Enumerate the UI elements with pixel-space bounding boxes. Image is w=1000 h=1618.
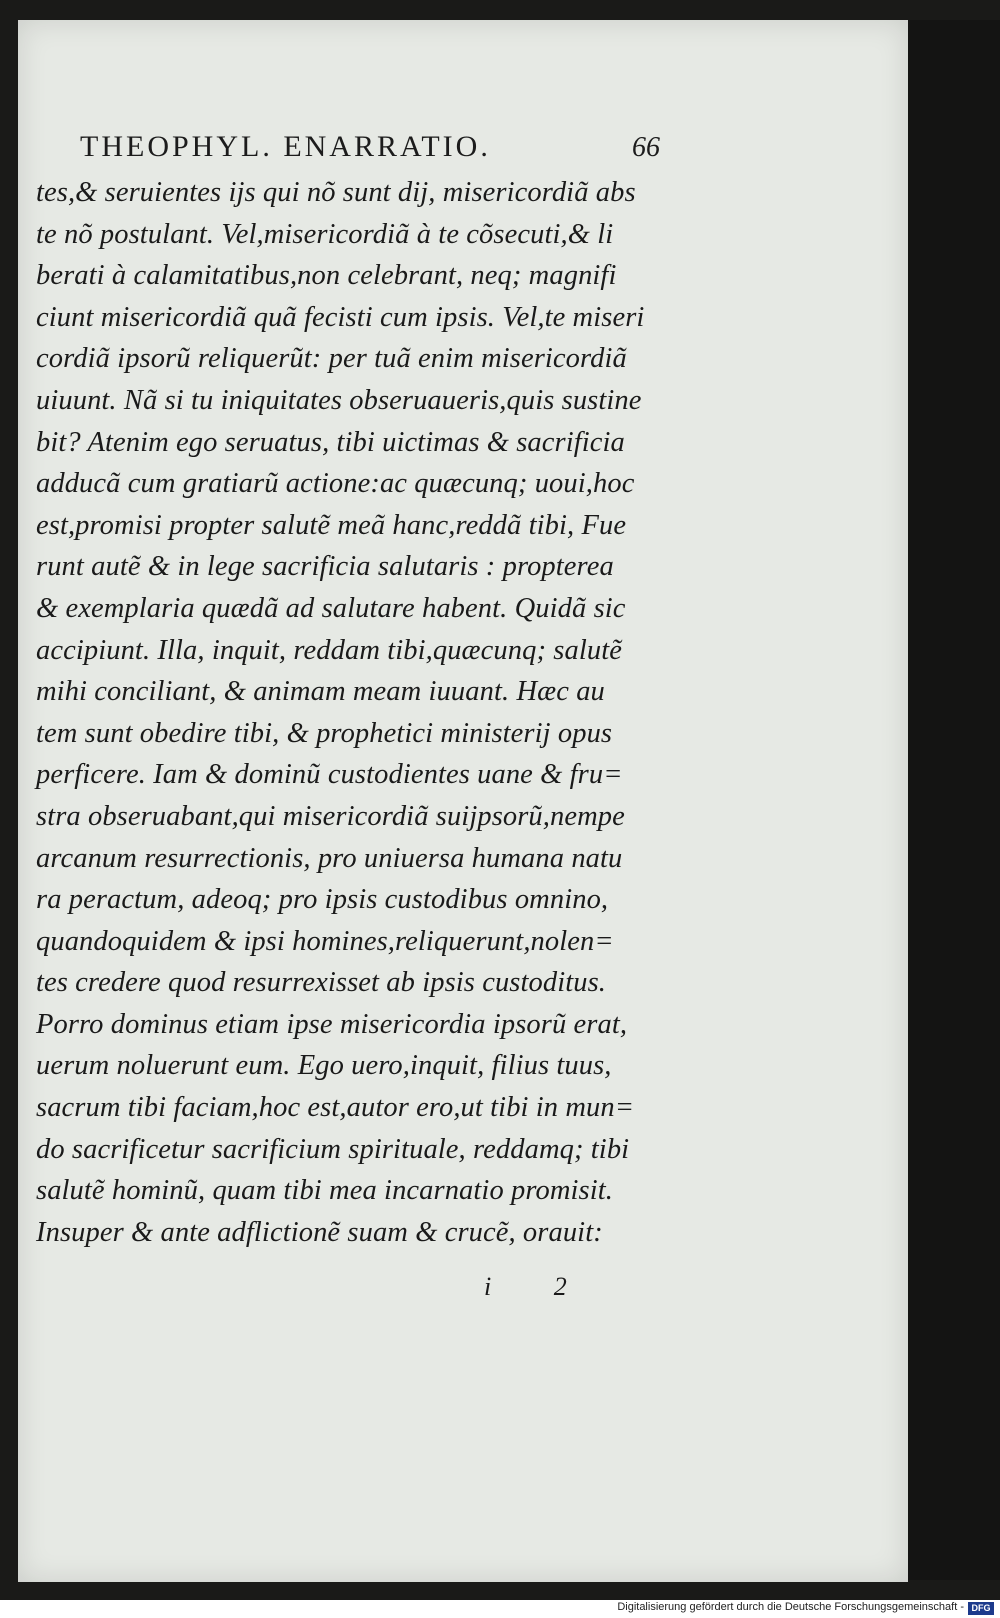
page-number: 66: [632, 132, 660, 163]
text-line: te nõ postulant. Vel,misericordiã à te cõsecuti,& li: [36, 218, 614, 250]
text-line: uerum noluerunt eum. Ego uero,inquit, filius tuus,: [36, 1050, 612, 1082]
text-line: Insuper & ante adflictionẽ suam & crucẽ, orauit:: [36, 1216, 603, 1248]
text-line: runt autẽ & in lege sacrificia salutaris : propterea: [36, 551, 614, 583]
text-line: tem sunt obedire tibi, & prophetici ministerij opus: [36, 717, 613, 749]
text-line: tes,& seruientes ijs qui nõ sunt dij, misericordiã abs: [36, 177, 636, 208]
text-line: cordiã ipsorũ reliquerũt: per tuã enim misericordiã: [36, 343, 627, 375]
running-head: [80, 130, 660, 164]
text-line: accipiunt. Illa, inquit, reddam tibi,quæcunq; salutẽ: [36, 634, 622, 666]
text-line: & exemplaria quædã ad salutare habent. Quidã sic: [36, 592, 626, 624]
text-line: est,promisi propter salutẽ meã hanc,reddã tibi, Fue: [36, 509, 627, 541]
text-line: perficere. Iam & dominũ custodientes uane & fru=: [36, 759, 623, 791]
dfg-logo: DFG: [968, 1602, 994, 1615]
signature-mark: i 2: [484, 1272, 595, 1301]
text-line: mihi conciliant, & animam meam iuuant. Hæc au: [36, 676, 605, 708]
text-line: bit? Atenim ego seruatus, tibi uictimas & sacrificia: [36, 426, 625, 458]
page-edge-shadow: [905, 20, 1000, 1580]
funding-credit: Digitalisierung gefördert durch die Deutsche Forschungsgemeinschaft -: [617, 1601, 964, 1613]
text-line: quandoquidem & ipsi homines,reliquerunt,nolen=: [36, 925, 614, 957]
text-line: arcanum resurrectionis, pro uniuersa humana natu: [36, 842, 623, 874]
text-line: ra peractum, adeoq; pro ipsis custodibus omnino,: [36, 884, 609, 916]
text-line: Porro dominus etiam ipse misericordia ipsorũ erat,: [36, 1008, 628, 1040]
text-line: adducã cum gratiarũ actione:ac quæcunq; uoui,hoc: [36, 468, 635, 500]
text-line: ciunt misericordiã quã fecisti cum ipsis. Vel,te miseri: [36, 301, 645, 333]
text-line: stra obseruabant,qui misericordiã suijpsorũ,nempe: [36, 800, 625, 832]
running-title: THEOPHYL. ENARRATIO.: [80, 130, 491, 163]
text-line: tes credere quod resurrexisset ab ipsis custoditus.: [36, 967, 607, 999]
text-line: uiuunt. Nã si tu iniquitates obseruaueris,quis sustine: [36, 384, 642, 416]
text-line: do sacrificetur sacrificium spirituale, reddamq; tibi: [36, 1133, 630, 1165]
text-line: salutẽ hominũ, quam tibi mea incarnatio promisit.: [36, 1175, 614, 1207]
text-line: sacrum tibi faciam,hoc est,autor ero,ut tibi in mun=: [36, 1092, 635, 1124]
text-block: [36, 172, 656, 1253]
text-line: berati à calamitatibus,non celebrant, neq; magnifi: [36, 260, 617, 292]
